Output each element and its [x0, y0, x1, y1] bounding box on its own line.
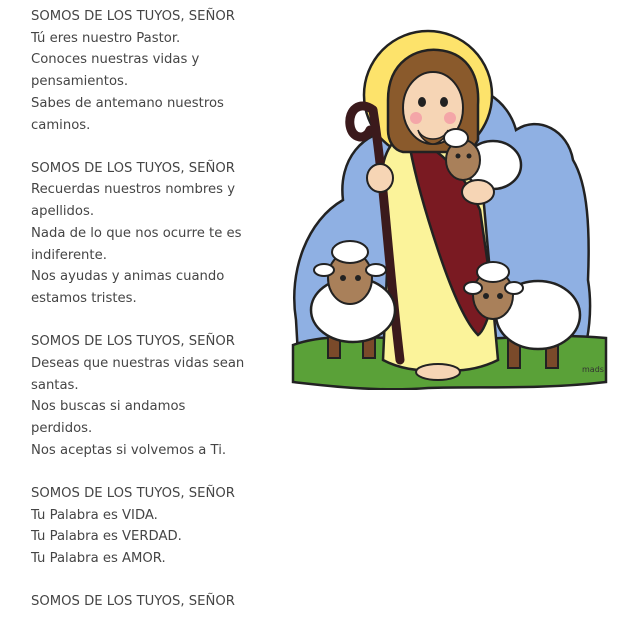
feet [416, 364, 460, 380]
poem-line: Nos ayudas y animas cuando [31, 269, 225, 285]
stanza-3 [31, 331, 276, 461]
poem-line: pensamientos. [31, 74, 129, 90]
stanza-5 [31, 591, 276, 613]
left-hand [367, 164, 393, 192]
poem-line: apellidos. [31, 204, 95, 220]
poem-line: caminos. [31, 117, 91, 133]
poem-line: SOMOS DE LOS TUYOS, SEÑOR [31, 594, 235, 610]
poem-line: perdidos. [31, 420, 93, 436]
poem-line: Nos aceptas si volvemos a Ti. [31, 442, 227, 458]
poem-line: Tú eres nuestro Pastor. [31, 30, 181, 46]
poem-line: SOMOS DE LOS TUYOS, SEÑOR [31, 334, 235, 350]
artist-signature: mads [582, 365, 604, 374]
poem-line: Nada de lo que nos ocurre te es [31, 225, 242, 241]
poem [31, 6, 276, 634]
poem-line: SOMOS DE LOS TUYOS, SEÑOR [31, 9, 235, 24]
stanza-4 [31, 483, 276, 570]
poem-line: Nos buscas si andamos [31, 399, 186, 415]
poem-line: indiferente. [31, 247, 107, 263]
poem-line: Tu Palabra es VIDA. [31, 507, 158, 523]
poem-line: Recuerdas nuestros nombres y [31, 182, 235, 198]
left-cheek [410, 112, 422, 124]
right-eye [440, 97, 448, 107]
poem-line: Tu Palabra es AMOR. [31, 550, 166, 566]
poem-line: Deseas que nuestras vidas sean [31, 355, 245, 371]
poem-line: SOMOS DE LOS TUYOS, SEÑOR [31, 160, 235, 176]
poem-line: Tu Palabra es VERDAD. [31, 529, 182, 545]
good-shepherd-illustration [288, 20, 610, 390]
poem-line: Sabes de antemano nuestros [31, 95, 224, 111]
poem-line: santas. [31, 377, 79, 393]
poem-line: SOMOS DE LOS TUYOS, SEÑOR [31, 485, 235, 501]
poem-line: Conoces nuestras vidas y [31, 52, 200, 68]
poem-line: estamos tristes. [31, 290, 137, 306]
stanza-1 [31, 6, 276, 136]
left-eye [418, 97, 426, 107]
right-cheek [444, 112, 456, 124]
stanza-2 [31, 158, 276, 310]
